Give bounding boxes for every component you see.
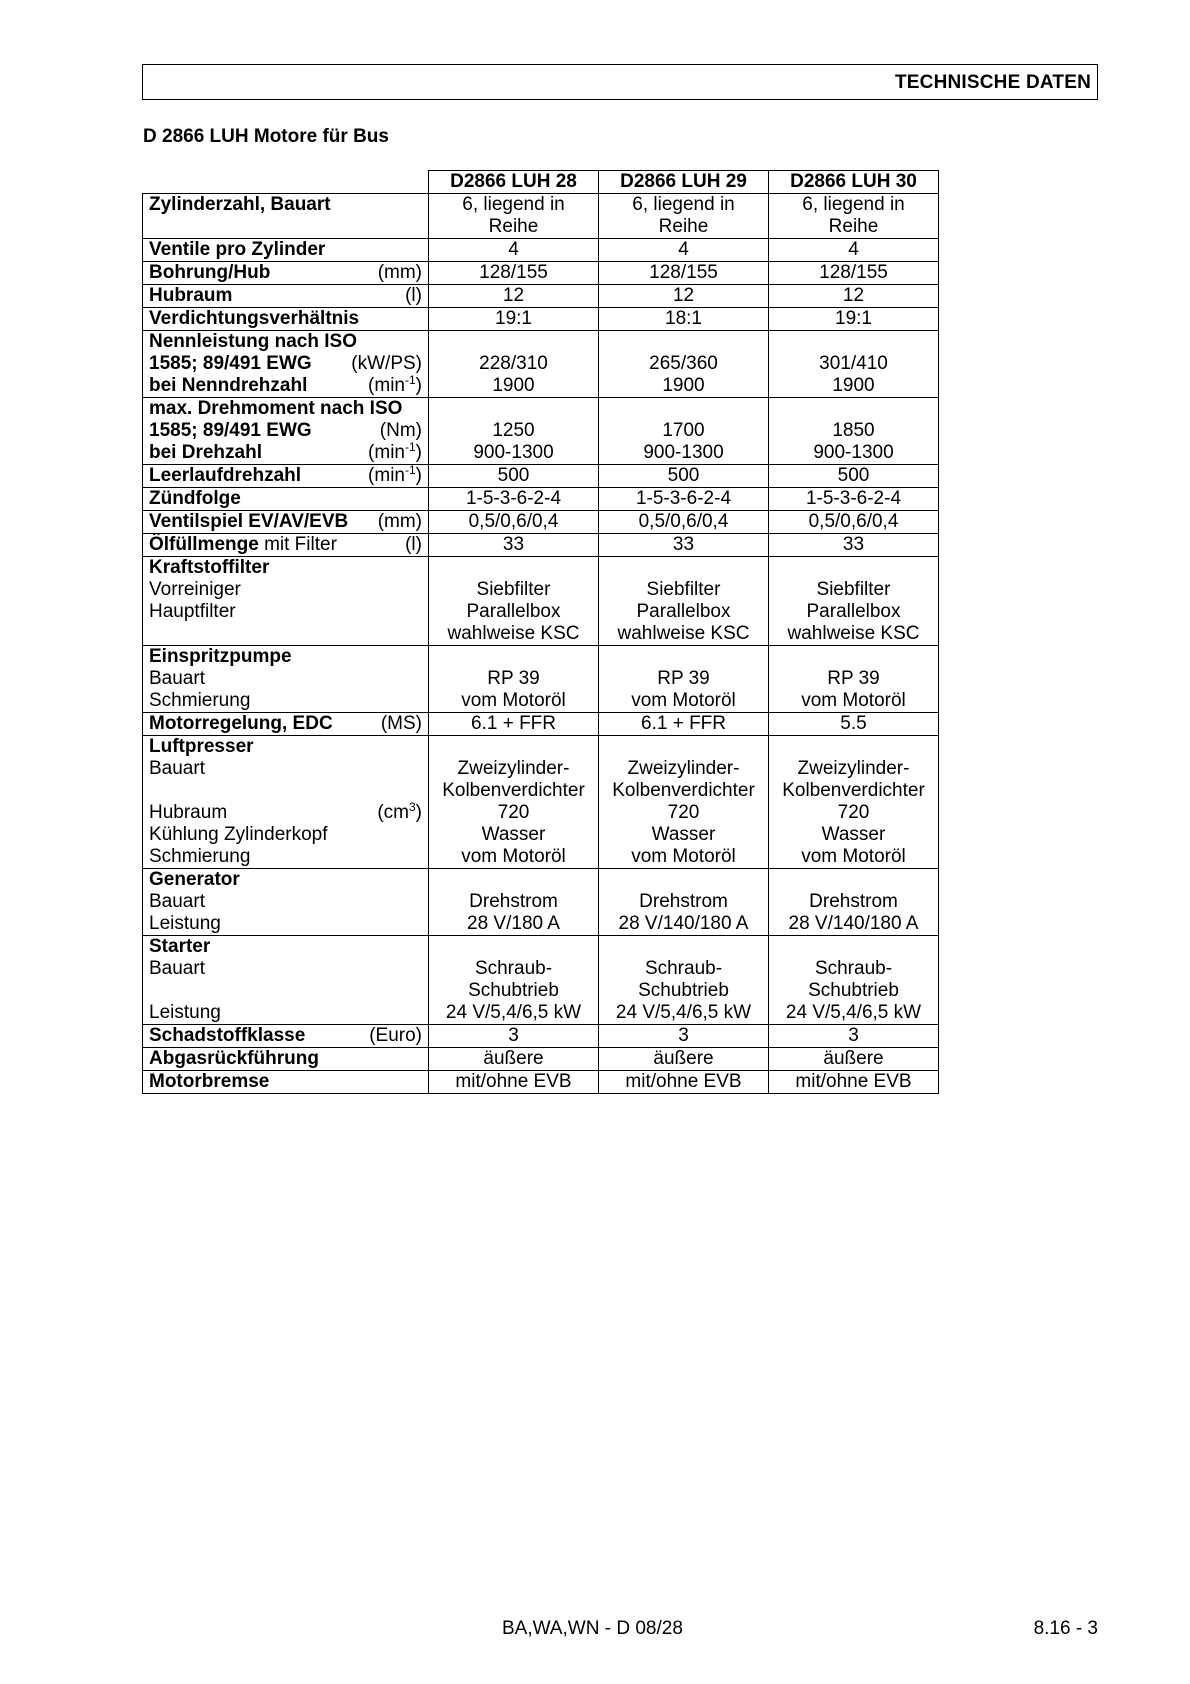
- row-label: Generator Bauart Leistung: [143, 869, 429, 936]
- value-cell: Schraub- Schubtrieb 24 V/5,4/6,5 kW: [599, 936, 769, 1025]
- value-cell: 3: [769, 1025, 939, 1048]
- value-cell: Siebfilter Parallelbox wahlweise KSC: [769, 557, 939, 646]
- value-cell: 128/155: [429, 262, 599, 285]
- column-header: D2866 LUH 29: [599, 171, 769, 194]
- table-row: [143, 262, 939, 285]
- value-cell: 1-5-3-6-2-4: [599, 488, 769, 511]
- value-cell: Zweizylinder- Kolbenverdichter 720 Wasser vom Motoröl: [599, 736, 769, 869]
- page-number: 8.16 - 3: [1033, 1618, 1098, 1639]
- value-cell: 301/410 1900: [769, 331, 939, 398]
- value-cell: 128/155: [769, 262, 939, 285]
- value-cell: 4: [769, 239, 939, 262]
- value-cell: 0,5/0,6/0,4: [769, 511, 939, 534]
- value-cell: RP 39 vom Motoröl: [429, 646, 599, 713]
- value-cell: 1-5-3-6-2-4: [429, 488, 599, 511]
- value-cell: 33: [429, 534, 599, 557]
- column-header: D2866 LUH 30: [769, 171, 939, 194]
- value-cell: 1250 900-1300: [429, 398, 599, 465]
- value-cell: 3: [429, 1025, 599, 1048]
- row-label: Leerlaufdrehzahl $(\min^{-1})$: [143, 465, 429, 488]
- value-cell: 1-5-3-6-2-4: [769, 488, 939, 511]
- row-label: Luftpresser Bauart Hubraum $(cm^3)$ Kühlung Zylinderkopf Schmierung: [143, 736, 429, 869]
- value-cell: äußere: [599, 1048, 769, 1071]
- table-row: [143, 869, 939, 936]
- document-subtitle: D 2866 LUH Motore für Bus: [143, 126, 389, 147]
- value-cell: 12: [599, 285, 769, 308]
- value-cell: 128/155: [599, 262, 769, 285]
- value-cell: 0,5/0,6/0,4: [599, 511, 769, 534]
- row-label: Abgasrückführung: [143, 1048, 429, 1071]
- table-row: [143, 936, 939, 1025]
- value-cell: 4: [599, 239, 769, 262]
- table-row: [143, 194, 939, 239]
- row-label: Motorbremse: [143, 1071, 429, 1094]
- row-label: Starter Bauart Leistung: [143, 936, 429, 1025]
- row-label: max. Drehmoment nach ISO 1585; 89/491 EWG (Nm) bei Drehzahl $(\min^{-1})$: [143, 398, 429, 465]
- row-label: Zylinderzahl, Bauart: [143, 194, 429, 239]
- table-row: [143, 1025, 939, 1048]
- value-cell: Drehstrom 28 V/180 A: [429, 869, 599, 936]
- value-cell: 6.1 + FFR: [599, 713, 769, 736]
- page-title: TECHNISCHE DATEN: [894, 72, 1091, 93]
- value-cell: mit/ohne EVB: [769, 1071, 939, 1094]
- table-row: [143, 713, 939, 736]
- row-label: Ventilspiel EV/AV/EVB (mm): [143, 511, 429, 534]
- value-cell: äußere: [429, 1048, 599, 1071]
- header-box: [142, 64, 1098, 100]
- table-row: [143, 308, 939, 331]
- table-row: [143, 534, 939, 557]
- table-row: [143, 331, 939, 398]
- value-cell: RP 39 vom Motoröl: [769, 646, 939, 713]
- value-cell: 4: [429, 239, 599, 262]
- table-row: [143, 1071, 939, 1094]
- value-cell: 3: [599, 1025, 769, 1048]
- value-cell: 18:1: [599, 308, 769, 331]
- value-cell: Drehstrom 28 V/140/180 A: [599, 869, 769, 936]
- value-cell: RP 39 vom Motoröl: [599, 646, 769, 713]
- value-cell: Schraub- Schubtrieb 24 V/5,4/6,5 kW: [429, 936, 599, 1025]
- row-label: Ölfüllmenge mit Filter (l): [143, 534, 429, 557]
- row-label: Schadstoffklasse (Euro): [143, 1025, 429, 1048]
- value-cell: 500: [599, 465, 769, 488]
- table-row: [143, 511, 939, 534]
- value-cell: 265/360 1900: [599, 331, 769, 398]
- table-row: [143, 736, 939, 869]
- value-cell: 1700 900-1300: [599, 398, 769, 465]
- table-row: [143, 646, 939, 713]
- value-cell: Siebfilter Parallelbox wahlweise KSC: [599, 557, 769, 646]
- row-label: Bohrung/Hub (mm): [143, 262, 429, 285]
- value-cell: 12: [429, 285, 599, 308]
- table-row: [143, 557, 939, 646]
- row-label: Motorregelung, EDC (MS): [143, 713, 429, 736]
- value-cell: Zweizylinder- Kolbenverdichter 720 Wasser vom Motoröl: [429, 736, 599, 869]
- row-label: Zündfolge: [143, 488, 429, 511]
- value-cell: Drehstrom 28 V/140/180 A: [769, 869, 939, 936]
- value-cell: äußere: [769, 1048, 939, 1071]
- value-cell: 5.5: [769, 713, 939, 736]
- value-cell: 33: [769, 534, 939, 557]
- table-row: [143, 239, 939, 262]
- value-cell: 6, liegend in Reihe: [599, 194, 769, 239]
- value-cell: 500: [429, 465, 599, 488]
- row-label: Kraftstoffilter Vorreiniger Hauptfilter: [143, 557, 429, 646]
- value-cell: mit/ohne EVB: [599, 1071, 769, 1094]
- row-label: Einspritzpumpe Bauart Schmierung: [143, 646, 429, 713]
- value-cell: mit/ohne EVB: [429, 1071, 599, 1094]
- table-row: [143, 488, 939, 511]
- row-label: Nennleistung nach ISO 1585; 89/491 EWG (kW/PS) bei Nenndrehzahl $(\min^{-1})$: [143, 331, 429, 398]
- value-cell: 6.1 + FFR: [429, 713, 599, 736]
- column-header: D2866 LUH 28: [429, 171, 599, 194]
- value-cell: 500: [769, 465, 939, 488]
- value-cell: 19:1: [769, 308, 939, 331]
- value-cell: 6, liegend in Reihe: [429, 194, 599, 239]
- table-row: [143, 285, 939, 308]
- value-cell: Schraub- Schubtrieb 24 V/5,4/6,5 kW: [769, 936, 939, 1025]
- spec-table: [142, 170, 939, 1094]
- value-cell: 228/310 1900: [429, 331, 599, 398]
- value-cell: 1850 900-1300: [769, 398, 939, 465]
- value-cell: 0,5/0,6/0,4: [429, 511, 599, 534]
- value-cell: 6, liegend in Reihe: [769, 194, 939, 239]
- table-row: [143, 1048, 939, 1071]
- empty-header-cell: [143, 171, 429, 194]
- value-cell: 12: [769, 285, 939, 308]
- table-header-row: [143, 171, 939, 194]
- value-cell: Zweizylinder- Kolbenverdichter 720 Wasser vom Motoröl: [769, 736, 939, 869]
- value-cell: 19:1: [429, 308, 599, 331]
- footer-document-code: BA,WA,WN - D 08/28: [502, 1618, 683, 1639]
- row-label: Hubraum (l): [143, 285, 429, 308]
- table-row: [143, 465, 939, 488]
- row-label: Verdichtungsverhältnis: [143, 308, 429, 331]
- table-row: [143, 398, 939, 465]
- value-cell: Siebfilter Parallelbox wahlweise KSC: [429, 557, 599, 646]
- row-label: Ventile pro Zylinder: [143, 239, 429, 262]
- value-cell: 33: [599, 534, 769, 557]
